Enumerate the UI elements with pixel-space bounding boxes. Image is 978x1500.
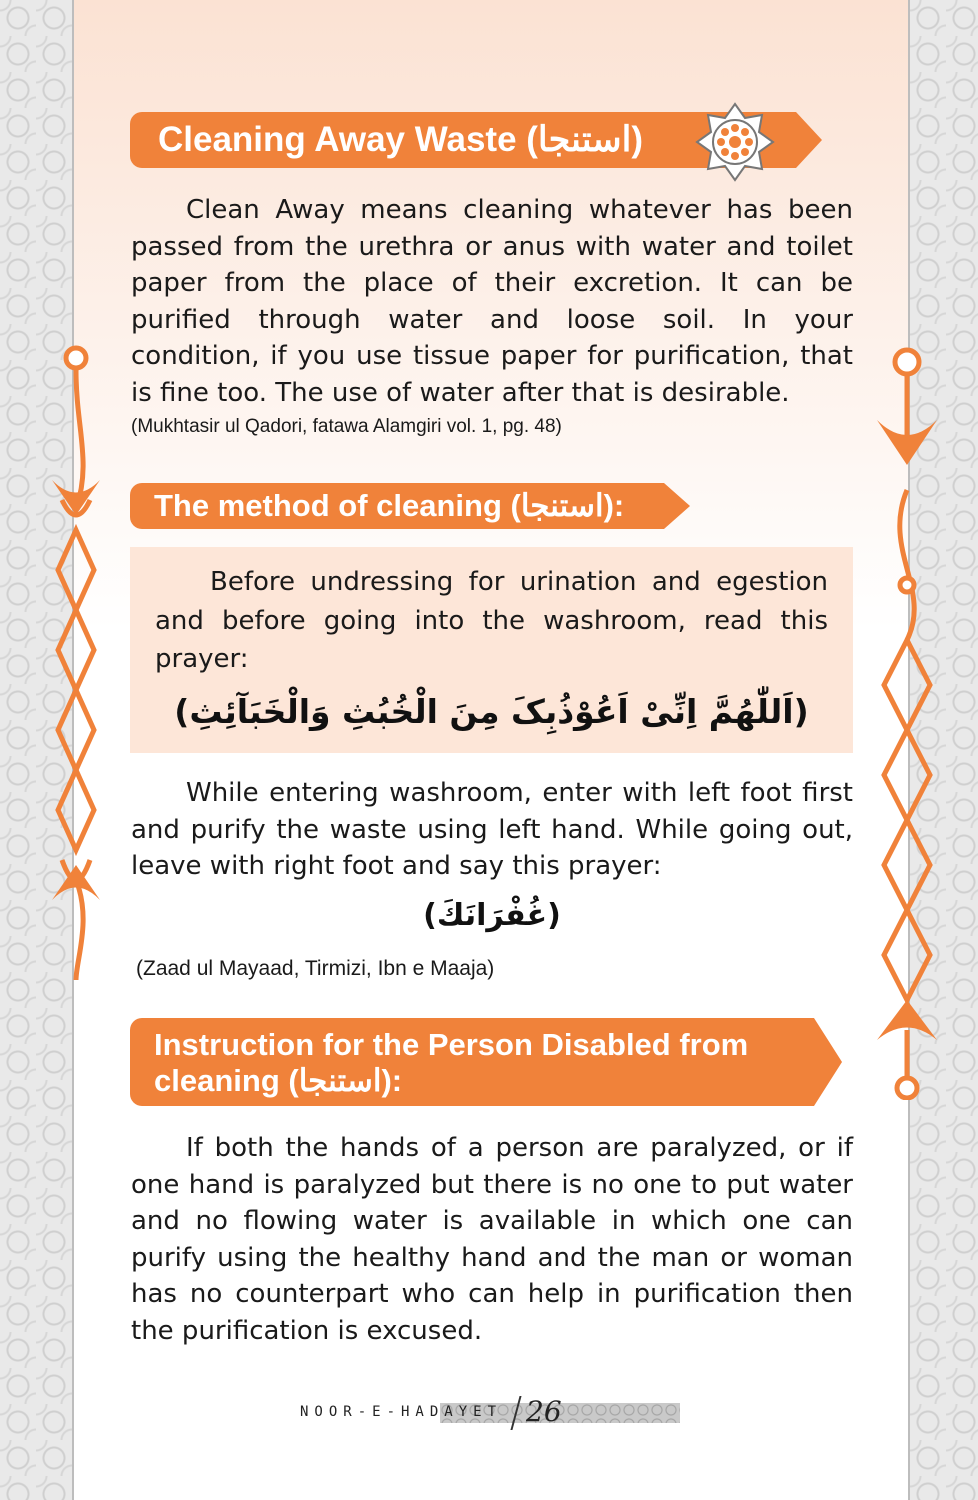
- cleaning-away-paragraph: Clean Away means cleaning whatever has been passed from the urethra or anus with water and toilet paper from the place of their excretion. It can be purified through water and loose soil. In your condition, if you use tissue paper for purification, that is fine too. The use of water after that is desirable.: [131, 195, 853, 408]
- method-citation: (Zaad ul Mayaad, Tirmizi, Ibn e Maaja): [136, 957, 495, 980]
- rosette-ornament-icon: [690, 100, 780, 184]
- cleaning-away-citation: (Mukhtasir ul Qadori, fatawa Alamgiri vol. 1, pg. 48): [131, 416, 562, 437]
- section-header-disabled-person: [130, 1018, 814, 1106]
- section-title: Cleaning Away Waste (استنجا): [158, 120, 644, 159]
- washroom-entry-paragraph: While entering washroom, enter with left foot first and purify the waste using left hand. While going out, leave with right foot and say this prayer:: [131, 778, 853, 882]
- left-vine-ornament-icon: [52, 340, 116, 1000]
- footer-brand: NOOR-E-HADAYET: [300, 1404, 503, 1420]
- exit-prayer-arabic: (غُفْرَانَكَ): [423, 898, 561, 933]
- page-footer: [300, 1395, 680, 1428]
- prayer-instruction-text: Before undressing for urination and egestion and before going into the washroom, read this prayer:: [155, 567, 828, 674]
- section-title-line-1: Instruction for the Person Disabled from: [154, 1027, 749, 1062]
- right-vine-ornament-icon: [862, 340, 952, 1100]
- page-number: 26: [526, 1395, 562, 1428]
- section-title-line-2: cleaning (استنجا):: [154, 1063, 403, 1098]
- entry-prayer-arabic: (اَللّٰھُمَّ اِنِّیْ اَعُوْذُبِکَ مِنَ الْخُبُثِ وَالْخَبَآئِثِ): [174, 692, 809, 731]
- disabled-person-paragraph: If both the hands of a person are paralyzed, or if one hand is paralyzed but there is no one to put water and no flowing water is available in which one can purify using the healthy hand and the man or woman has no counterpart who can help in purification then the purification is excused.: [131, 1133, 853, 1346]
- section-title: The method of cleaning (استنجا):: [154, 488, 625, 523]
- section-header-method-of-cleaning: [130, 483, 664, 529]
